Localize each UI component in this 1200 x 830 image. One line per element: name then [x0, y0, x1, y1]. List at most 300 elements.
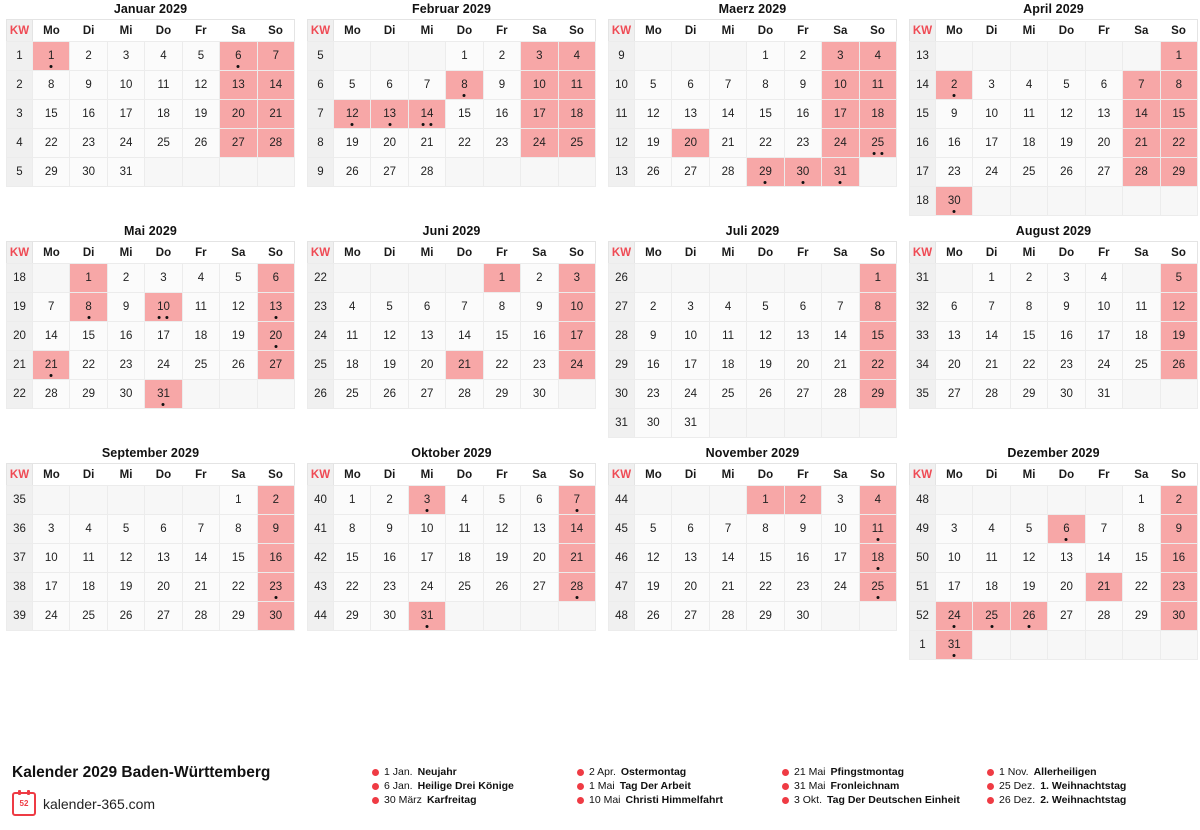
- day-cell[interactable]: [220, 264, 257, 293]
- day-cell[interactable]: [521, 322, 558, 351]
- day-cell[interactable]: [1123, 515, 1160, 544]
- holiday-cell[interactable]: [1048, 515, 1085, 544]
- day-cell[interactable]: [822, 322, 859, 351]
- day-cell[interactable]: [257, 100, 294, 129]
- day-cell[interactable]: [936, 544, 973, 573]
- day-cell[interactable]: [371, 486, 408, 515]
- day-cell[interactable]: [107, 158, 144, 187]
- day-cell[interactable]: [558, 129, 595, 158]
- holiday-cell[interactable]: [70, 293, 107, 322]
- day-cell[interactable]: [334, 129, 371, 158]
- day-cell[interactable]: [521, 351, 558, 380]
- day-cell[interactable]: [483, 544, 520, 573]
- day-cell[interactable]: [709, 158, 746, 187]
- day-cell[interactable]: [1160, 515, 1197, 544]
- day-cell[interactable]: [1123, 573, 1160, 602]
- day-cell[interactable]: [822, 100, 859, 129]
- day-cell[interactable]: [747, 322, 784, 351]
- day-cell[interactable]: [1010, 573, 1047, 602]
- day-cell[interactable]: [1010, 293, 1047, 322]
- day-cell[interactable]: [145, 264, 182, 293]
- day-cell[interactable]: [257, 129, 294, 158]
- day-cell[interactable]: [747, 602, 784, 631]
- day-cell[interactable]: [1160, 129, 1197, 158]
- day-cell[interactable]: [446, 293, 483, 322]
- day-cell[interactable]: [1123, 71, 1160, 100]
- day-cell[interactable]: [70, 380, 107, 409]
- day-cell[interactable]: [521, 544, 558, 573]
- day-cell[interactable]: [408, 544, 445, 573]
- day-cell[interactable]: [558, 573, 595, 602]
- day-cell[interactable]: [70, 42, 107, 71]
- day-cell[interactable]: [635, 100, 672, 129]
- day-cell[interactable]: [521, 264, 558, 293]
- day-cell[interactable]: [408, 380, 445, 409]
- day-cell[interactable]: [334, 573, 371, 602]
- day-cell[interactable]: [973, 71, 1010, 100]
- day-cell[interactable]: [635, 322, 672, 351]
- holiday-cell[interactable]: [936, 187, 973, 216]
- day-cell[interactable]: [936, 322, 973, 351]
- brand[interactable]: [12, 792, 372, 816]
- day-cell[interactable]: [635, 573, 672, 602]
- day-cell[interactable]: [220, 602, 257, 631]
- day-cell[interactable]: [408, 158, 445, 187]
- day-cell[interactable]: [558, 100, 595, 129]
- day-cell[interactable]: [107, 322, 144, 351]
- day-cell[interactable]: [936, 380, 973, 409]
- day-cell[interactable]: [446, 573, 483, 602]
- day-cell[interactable]: [973, 264, 1010, 293]
- day-cell[interactable]: [936, 351, 973, 380]
- day-cell[interactable]: [1048, 380, 1085, 409]
- day-cell[interactable]: [822, 129, 859, 158]
- day-cell[interactable]: [521, 515, 558, 544]
- day-cell[interactable]: [635, 158, 672, 187]
- day-cell[interactable]: [220, 486, 257, 515]
- day-cell[interactable]: [635, 293, 672, 322]
- holiday-cell[interactable]: [784, 158, 821, 187]
- day-cell[interactable]: [747, 293, 784, 322]
- day-cell[interactable]: [483, 42, 520, 71]
- day-cell[interactable]: [709, 100, 746, 129]
- day-cell[interactable]: [107, 293, 144, 322]
- day-cell[interactable]: [70, 515, 107, 544]
- day-cell[interactable]: [672, 158, 709, 187]
- day-cell[interactable]: [446, 486, 483, 515]
- day-cell[interactable]: [1160, 100, 1197, 129]
- day-cell[interactable]: [635, 544, 672, 573]
- day-cell[interactable]: [558, 264, 595, 293]
- day-cell[interactable]: [1085, 380, 1122, 409]
- day-cell[interactable]: [334, 158, 371, 187]
- day-cell[interactable]: [859, 71, 896, 100]
- day-cell[interactable]: [107, 380, 144, 409]
- day-cell[interactable]: [1123, 129, 1160, 158]
- day-cell[interactable]: [747, 515, 784, 544]
- day-cell[interactable]: [1085, 351, 1122, 380]
- day-cell[interactable]: [182, 71, 219, 100]
- holiday-cell[interactable]: [747, 486, 784, 515]
- day-cell[interactable]: [33, 544, 70, 573]
- day-cell[interactable]: [784, 544, 821, 573]
- day-cell[interactable]: [257, 515, 294, 544]
- day-cell[interactable]: [33, 71, 70, 100]
- day-cell[interactable]: [371, 380, 408, 409]
- holiday-cell[interactable]: [334, 100, 371, 129]
- day-cell[interactable]: [1048, 158, 1085, 187]
- day-cell[interactable]: [558, 71, 595, 100]
- holiday-cell[interactable]: [371, 100, 408, 129]
- day-cell[interactable]: [635, 602, 672, 631]
- day-cell[interactable]: [822, 573, 859, 602]
- day-cell[interactable]: [822, 515, 859, 544]
- day-cell[interactable]: [1123, 158, 1160, 187]
- day-cell[interactable]: [747, 351, 784, 380]
- day-cell[interactable]: [220, 129, 257, 158]
- day-cell[interactable]: [483, 322, 520, 351]
- day-cell[interactable]: [446, 380, 483, 409]
- day-cell[interactable]: [822, 158, 859, 187]
- day-cell[interactable]: [635, 515, 672, 544]
- day-cell[interactable]: [334, 515, 371, 544]
- holiday-cell[interactable]: [220, 42, 257, 71]
- day-cell[interactable]: [1010, 100, 1047, 129]
- day-cell[interactable]: [446, 322, 483, 351]
- day-cell[interactable]: [33, 322, 70, 351]
- day-cell[interactable]: [334, 351, 371, 380]
- day-cell[interactable]: [709, 573, 746, 602]
- day-cell[interactable]: [1048, 573, 1085, 602]
- day-cell[interactable]: [635, 380, 672, 409]
- day-cell[interactable]: [145, 515, 182, 544]
- day-cell[interactable]: [1048, 602, 1085, 631]
- day-cell[interactable]: [182, 544, 219, 573]
- day-cell[interactable]: [822, 486, 859, 515]
- day-cell[interactable]: [859, 380, 896, 409]
- day-cell[interactable]: [973, 351, 1010, 380]
- day-cell[interactable]: [859, 351, 896, 380]
- holiday-cell[interactable]: [145, 380, 182, 409]
- day-cell[interactable]: [182, 602, 219, 631]
- day-cell[interactable]: [33, 158, 70, 187]
- day-cell[interactable]: [822, 42, 859, 71]
- day-cell[interactable]: [859, 544, 896, 573]
- day-cell[interactable]: [70, 544, 107, 573]
- day-cell[interactable]: [1085, 158, 1122, 187]
- day-cell[interactable]: [521, 380, 558, 409]
- day-cell[interactable]: [33, 515, 70, 544]
- day-cell[interactable]: [371, 71, 408, 100]
- day-cell[interactable]: [822, 380, 859, 409]
- day-cell[interactable]: [334, 486, 371, 515]
- day-cell[interactable]: [145, 573, 182, 602]
- day-cell[interactable]: [334, 293, 371, 322]
- day-cell[interactable]: [672, 573, 709, 602]
- day-cell[interactable]: [33, 380, 70, 409]
- day-cell[interactable]: [70, 602, 107, 631]
- day-cell[interactable]: [859, 293, 896, 322]
- day-cell[interactable]: [483, 100, 520, 129]
- day-cell[interactable]: [822, 351, 859, 380]
- day-cell[interactable]: [521, 100, 558, 129]
- day-cell[interactable]: [747, 129, 784, 158]
- day-cell[interactable]: [334, 544, 371, 573]
- holiday-cell[interactable]: [483, 264, 520, 293]
- day-cell[interactable]: [334, 380, 371, 409]
- day-cell[interactable]: [371, 602, 408, 631]
- day-cell[interactable]: [521, 486, 558, 515]
- holiday-cell[interactable]: [936, 602, 973, 631]
- day-cell[interactable]: [1160, 602, 1197, 631]
- day-cell[interactable]: [408, 129, 445, 158]
- day-cell[interactable]: [1160, 544, 1197, 573]
- day-cell[interactable]: [70, 129, 107, 158]
- day-cell[interactable]: [859, 42, 896, 71]
- day-cell[interactable]: [257, 293, 294, 322]
- day-cell[interactable]: [784, 322, 821, 351]
- day-cell[interactable]: [145, 100, 182, 129]
- day-cell[interactable]: [1010, 158, 1047, 187]
- day-cell[interactable]: [371, 515, 408, 544]
- day-cell[interactable]: [747, 71, 784, 100]
- day-cell[interactable]: [1010, 264, 1047, 293]
- holiday-cell[interactable]: [446, 71, 483, 100]
- day-cell[interactable]: [672, 293, 709, 322]
- day-cell[interactable]: [408, 71, 445, 100]
- day-cell[interactable]: [483, 129, 520, 158]
- day-cell[interactable]: [408, 293, 445, 322]
- holiday-cell[interactable]: [747, 158, 784, 187]
- day-cell[interactable]: [33, 573, 70, 602]
- day-cell[interactable]: [107, 573, 144, 602]
- day-cell[interactable]: [635, 129, 672, 158]
- day-cell[interactable]: [182, 515, 219, 544]
- day-cell[interactable]: [107, 264, 144, 293]
- day-cell[interactable]: [672, 409, 709, 438]
- day-cell[interactable]: [1010, 322, 1047, 351]
- day-cell[interactable]: [973, 544, 1010, 573]
- day-cell[interactable]: [709, 515, 746, 544]
- day-cell[interactable]: [1048, 129, 1085, 158]
- day-cell[interactable]: [747, 573, 784, 602]
- day-cell[interactable]: [558, 322, 595, 351]
- day-cell[interactable]: [70, 71, 107, 100]
- day-cell[interactable]: [1160, 158, 1197, 187]
- day-cell[interactable]: [1010, 71, 1047, 100]
- day-cell[interactable]: [1085, 322, 1122, 351]
- day-cell[interactable]: [408, 351, 445, 380]
- day-cell[interactable]: [1048, 71, 1085, 100]
- holiday-cell[interactable]: [33, 42, 70, 71]
- day-cell[interactable]: [521, 573, 558, 602]
- day-cell[interactable]: [1048, 544, 1085, 573]
- day-cell[interactable]: [220, 515, 257, 544]
- holiday-cell[interactable]: [973, 602, 1010, 631]
- day-cell[interactable]: [33, 602, 70, 631]
- day-cell[interactable]: [784, 293, 821, 322]
- day-cell[interactable]: [672, 380, 709, 409]
- day-cell[interactable]: [1123, 486, 1160, 515]
- day-cell[interactable]: [709, 129, 746, 158]
- day-cell[interactable]: [973, 129, 1010, 158]
- day-cell[interactable]: [483, 351, 520, 380]
- day-cell[interactable]: [220, 322, 257, 351]
- day-cell[interactable]: [1085, 602, 1122, 631]
- day-cell[interactable]: [859, 486, 896, 515]
- day-cell[interactable]: [257, 351, 294, 380]
- day-cell[interactable]: [257, 71, 294, 100]
- day-cell[interactable]: [446, 100, 483, 129]
- day-cell[interactable]: [145, 71, 182, 100]
- day-cell[interactable]: [145, 322, 182, 351]
- day-cell[interactable]: [371, 129, 408, 158]
- holiday-cell[interactable]: [784, 486, 821, 515]
- day-cell[interactable]: [182, 264, 219, 293]
- day-cell[interactable]: [408, 573, 445, 602]
- day-cell[interactable]: [257, 573, 294, 602]
- day-cell[interactable]: [107, 100, 144, 129]
- day-cell[interactable]: [784, 42, 821, 71]
- day-cell[interactable]: [1160, 42, 1197, 71]
- holiday-cell[interactable]: [1085, 573, 1122, 602]
- day-cell[interactable]: [107, 71, 144, 100]
- day-cell[interactable]: [784, 100, 821, 129]
- day-cell[interactable]: [635, 409, 672, 438]
- day-cell[interactable]: [1123, 351, 1160, 380]
- day-cell[interactable]: [220, 71, 257, 100]
- day-cell[interactable]: [220, 573, 257, 602]
- day-cell[interactable]: [973, 515, 1010, 544]
- day-cell[interactable]: [747, 380, 784, 409]
- day-cell[interactable]: [859, 100, 896, 129]
- day-cell[interactable]: [709, 71, 746, 100]
- day-cell[interactable]: [747, 100, 784, 129]
- day-cell[interactable]: [1085, 293, 1122, 322]
- day-cell[interactable]: [784, 129, 821, 158]
- day-cell[interactable]: [1085, 100, 1122, 129]
- day-cell[interactable]: [558, 515, 595, 544]
- day-cell[interactable]: [672, 322, 709, 351]
- day-cell[interactable]: [747, 42, 784, 71]
- holiday-cell[interactable]: [70, 264, 107, 293]
- day-cell[interactable]: [784, 515, 821, 544]
- day-cell[interactable]: [220, 100, 257, 129]
- day-cell[interactable]: [70, 351, 107, 380]
- holiday-cell[interactable]: [408, 602, 445, 631]
- day-cell[interactable]: [558, 351, 595, 380]
- day-cell[interactable]: [446, 515, 483, 544]
- day-cell[interactable]: [220, 293, 257, 322]
- day-cell[interactable]: [1085, 129, 1122, 158]
- day-cell[interactable]: [558, 544, 595, 573]
- day-cell[interactable]: [784, 602, 821, 631]
- day-cell[interactable]: [145, 544, 182, 573]
- day-cell[interactable]: [483, 293, 520, 322]
- day-cell[interactable]: [257, 486, 294, 515]
- day-cell[interactable]: [371, 351, 408, 380]
- day-cell[interactable]: [1010, 351, 1047, 380]
- day-cell[interactable]: [371, 573, 408, 602]
- day-cell[interactable]: [558, 293, 595, 322]
- holiday-cell[interactable]: [1010, 602, 1047, 631]
- day-cell[interactable]: [257, 544, 294, 573]
- day-cell[interactable]: [709, 351, 746, 380]
- day-cell[interactable]: [822, 293, 859, 322]
- day-cell[interactable]: [145, 42, 182, 71]
- day-cell[interactable]: [371, 322, 408, 351]
- day-cell[interactable]: [371, 293, 408, 322]
- day-cell[interactable]: [1048, 322, 1085, 351]
- day-cell[interactable]: [973, 573, 1010, 602]
- day-cell[interactable]: [936, 573, 973, 602]
- day-cell[interactable]: [334, 322, 371, 351]
- day-cell[interactable]: [1085, 264, 1122, 293]
- day-cell[interactable]: [973, 293, 1010, 322]
- day-cell[interactable]: [784, 380, 821, 409]
- day-cell[interactable]: [521, 129, 558, 158]
- day-cell[interactable]: [33, 100, 70, 129]
- day-cell[interactable]: [859, 573, 896, 602]
- day-cell[interactable]: [182, 100, 219, 129]
- day-cell[interactable]: [220, 544, 257, 573]
- day-cell[interactable]: [1085, 71, 1122, 100]
- day-cell[interactable]: [70, 322, 107, 351]
- day-cell[interactable]: [107, 544, 144, 573]
- day-cell[interactable]: [1010, 380, 1047, 409]
- day-cell[interactable]: [936, 293, 973, 322]
- day-cell[interactable]: [1160, 293, 1197, 322]
- day-cell[interactable]: [1048, 293, 1085, 322]
- day-cell[interactable]: [1160, 351, 1197, 380]
- day-cell[interactable]: [822, 71, 859, 100]
- day-cell[interactable]: [1160, 71, 1197, 100]
- day-cell[interactable]: [334, 71, 371, 100]
- day-cell[interactable]: [1160, 322, 1197, 351]
- day-cell[interactable]: [371, 544, 408, 573]
- day-cell[interactable]: [973, 100, 1010, 129]
- day-cell[interactable]: [257, 322, 294, 351]
- day-cell[interactable]: [859, 322, 896, 351]
- holiday-cell[interactable]: [672, 129, 709, 158]
- day-cell[interactable]: [709, 544, 746, 573]
- day-cell[interactable]: [446, 42, 483, 71]
- day-cell[interactable]: [558, 486, 595, 515]
- day-cell[interactable]: [107, 129, 144, 158]
- day-cell[interactable]: [408, 515, 445, 544]
- day-cell[interactable]: [107, 515, 144, 544]
- day-cell[interactable]: [334, 602, 371, 631]
- day-cell[interactable]: [973, 380, 1010, 409]
- day-cell[interactable]: [822, 544, 859, 573]
- day-cell[interactable]: [70, 573, 107, 602]
- day-cell[interactable]: [70, 100, 107, 129]
- day-cell[interactable]: [859, 129, 896, 158]
- day-cell[interactable]: [145, 602, 182, 631]
- day-cell[interactable]: [936, 129, 973, 158]
- day-cell[interactable]: [182, 129, 219, 158]
- day-cell[interactable]: [672, 544, 709, 573]
- day-cell[interactable]: [446, 129, 483, 158]
- day-cell[interactable]: [257, 602, 294, 631]
- day-cell[interactable]: [107, 42, 144, 71]
- day-cell[interactable]: [1010, 515, 1047, 544]
- holiday-cell[interactable]: [408, 486, 445, 515]
- day-cell[interactable]: [145, 351, 182, 380]
- day-cell[interactable]: [1123, 544, 1160, 573]
- day-cell[interactable]: [1048, 264, 1085, 293]
- day-cell[interactable]: [257, 264, 294, 293]
